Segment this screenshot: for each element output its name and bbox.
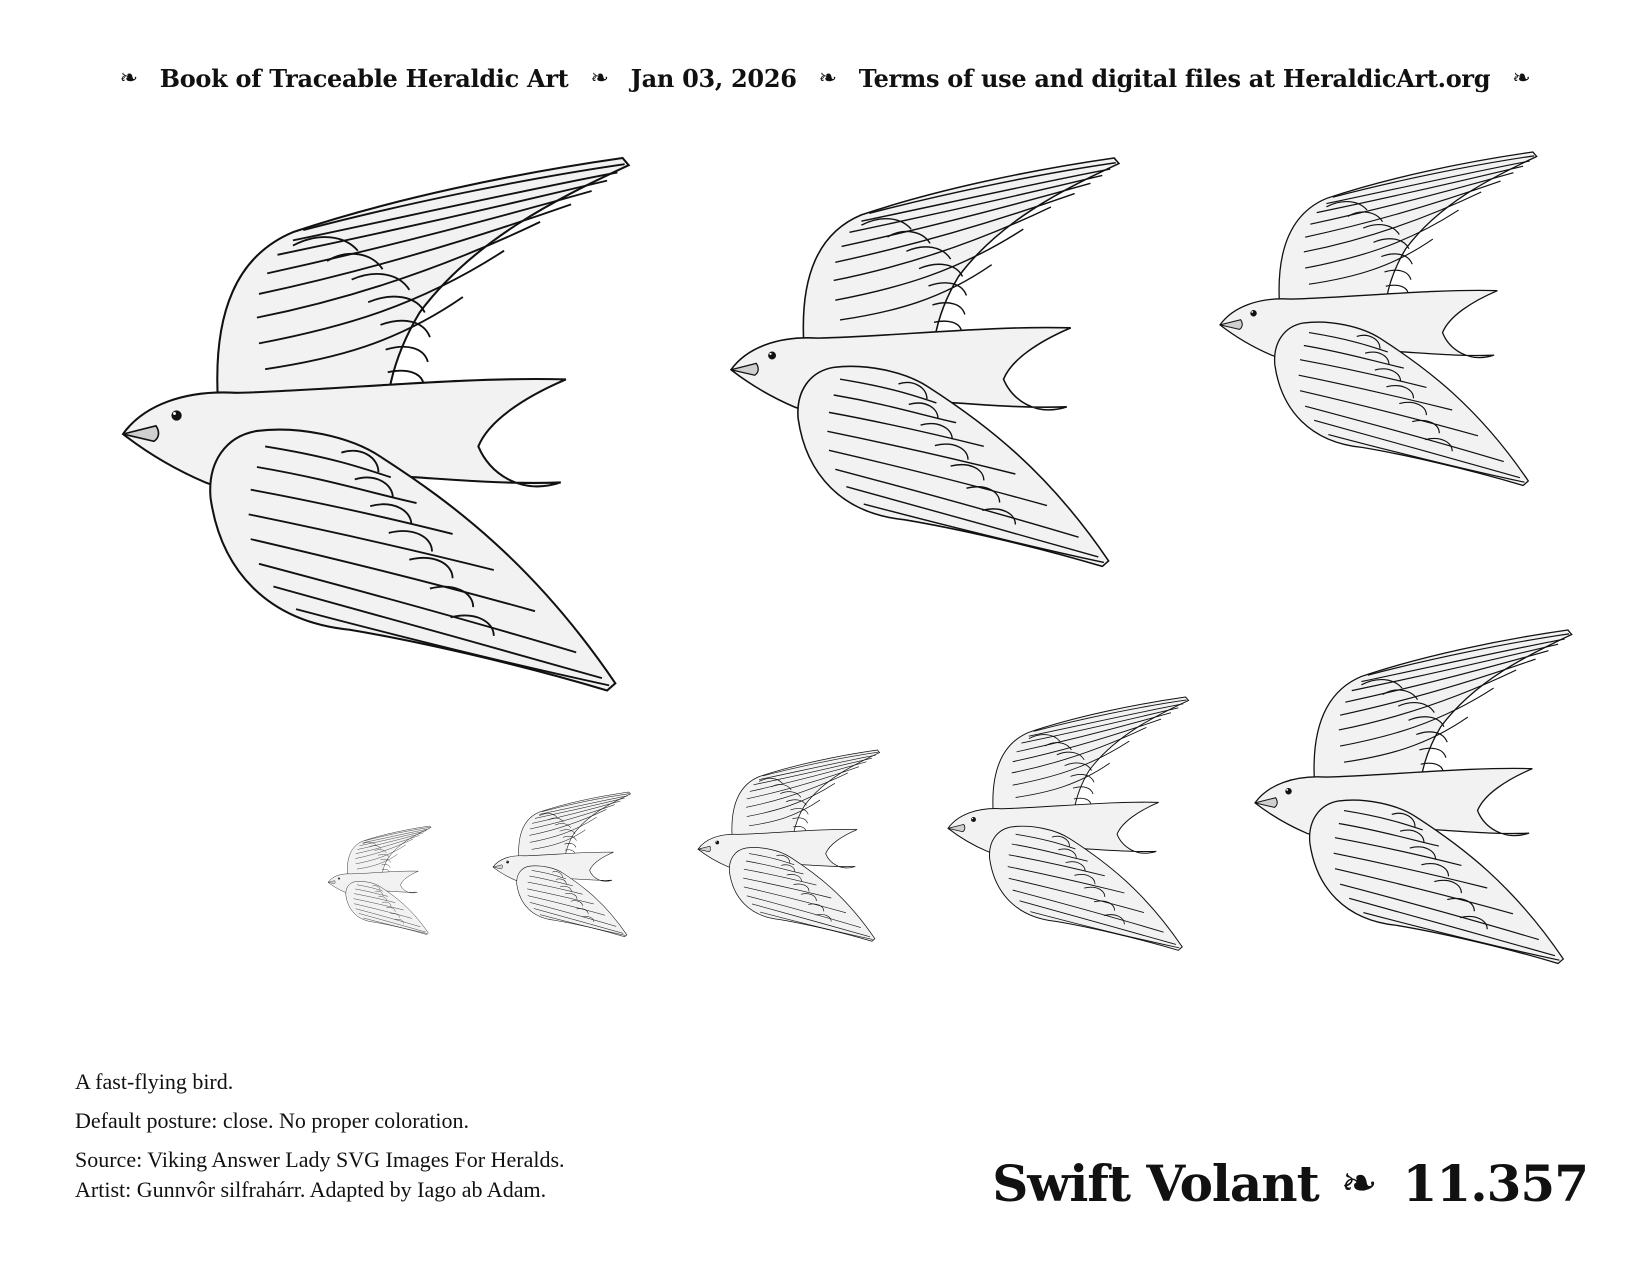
source-line: Source: Viking Answer Lady SVG Images For Heralds. — [75, 1147, 565, 1172]
posture-line: Default posture: close. No proper coloration. — [75, 1108, 470, 1133]
fleuron-icon: ❧ — [1512, 65, 1531, 91]
header-date: Jan 03, 2026 — [630, 63, 797, 93]
swift-figure-bottom-3 — [698, 750, 880, 941]
figure-name: Swift Volant — [992, 1153, 1319, 1213]
fleuron-icon: ❧ — [1340, 1157, 1377, 1209]
fleuron-icon: ❧ — [590, 65, 609, 91]
description-line: A fast-flying bird. — [75, 1069, 234, 1094]
swift-figure-bottom-1 — [328, 826, 431, 935]
figure-number: 11.357 — [1402, 1153, 1588, 1213]
figure-title — [992, 1148, 1588, 1218]
terms-link[interactable]: Terms of use and digital files at HeraldicArt.org — [858, 63, 1491, 93]
swift-figure-bottom-2 — [493, 792, 630, 937]
swift-figure-large — [123, 158, 629, 691]
swift-figure-bottom-4 — [948, 697, 1189, 950]
swift-figure-bottom-right — [1255, 630, 1572, 963]
artist-line: Artist: Gunnvôr silfrahárr. Adapted by Iago ab Adam. — [75, 1177, 547, 1202]
fleuron-icon: ❧ — [119, 65, 138, 91]
description-block — [75, 1067, 875, 1205]
swift-figure-top-center — [731, 158, 1119, 566]
swift-figure-top-right — [1220, 152, 1537, 485]
fleuron-icon: ❧ — [818, 65, 837, 91]
book-title: Book of Traceable Heraldic Art — [159, 63, 569, 93]
